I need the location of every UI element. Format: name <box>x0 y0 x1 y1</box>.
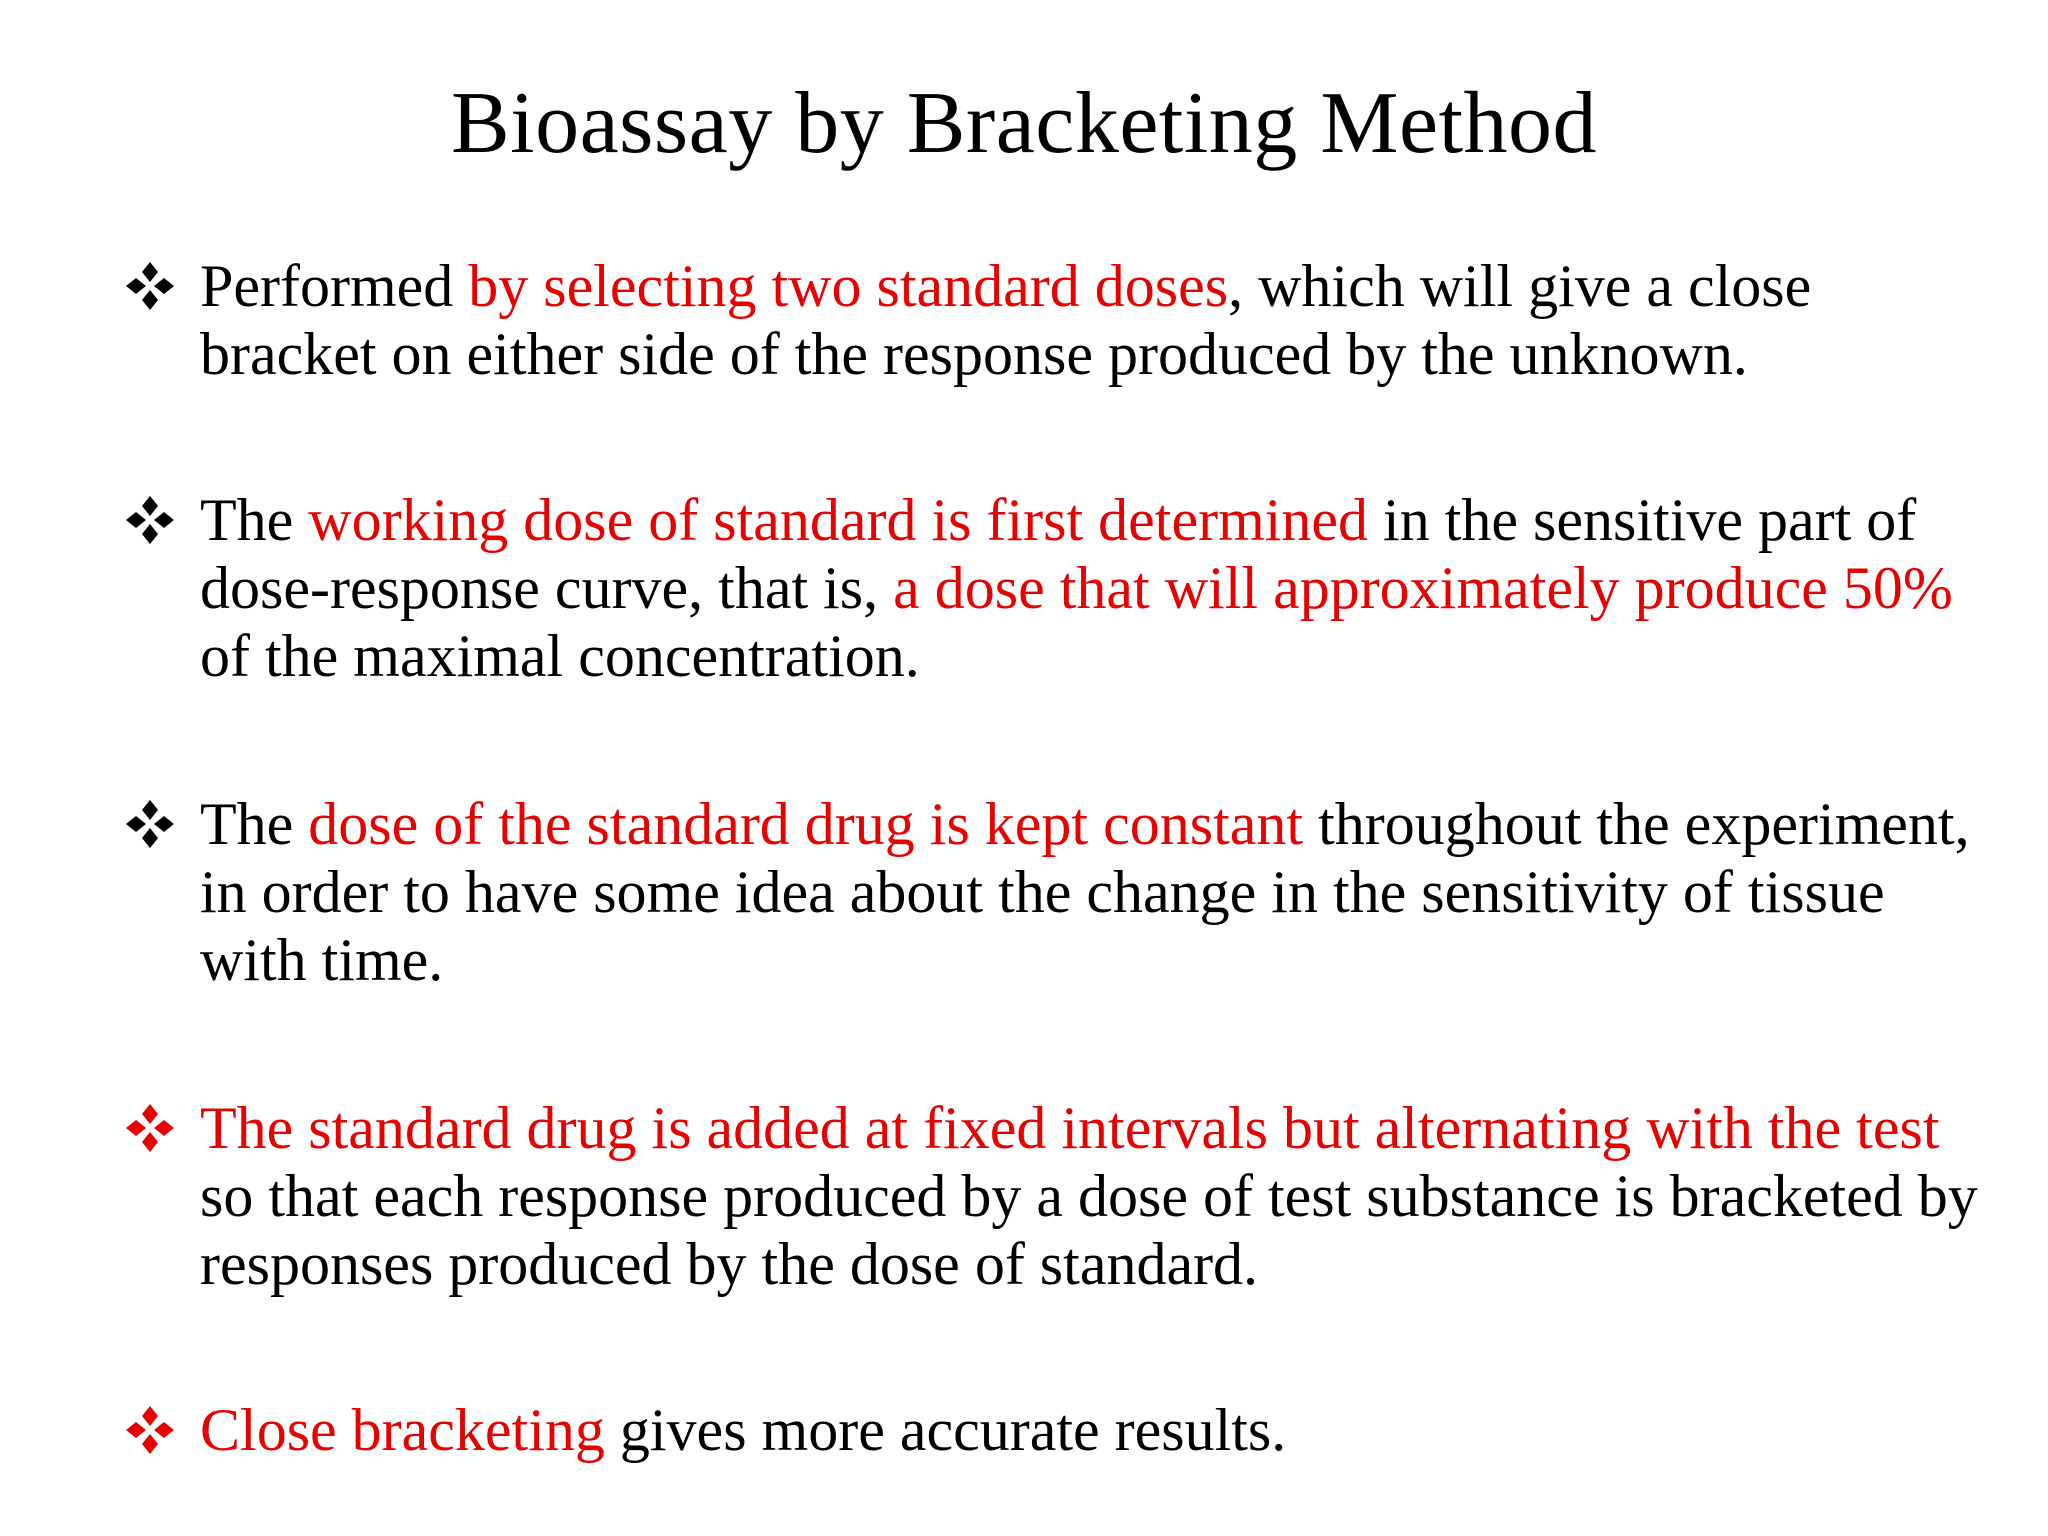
text-segment: throughout the experiment, in order to have some idea about the change in the sensitivity of tissue with time. <box>200 791 1970 993</box>
text-segment: in the sensitive part of dose-response curve, that is, <box>200 487 1917 621</box>
bullet-item-4 <box>200 1094 1980 1298</box>
text-segment: The <box>200 791 309 857</box>
bullet-item-2 <box>200 486 1980 690</box>
diamond-cluster-icon <box>122 492 178 548</box>
diamond-cluster-icon <box>122 258 178 314</box>
highlight-segment: dose of the standard drug is kept constant <box>308 791 1304 857</box>
bullet-text <box>200 253 1811 387</box>
bullet-item-1 <box>200 252 1980 388</box>
bullet-text <box>200 1397 1286 1463</box>
highlight-segment: a dose that will approximately produce 50% <box>893 555 1953 621</box>
bullet-item-5 <box>200 1396 1980 1464</box>
text-segment: gives more accurate results. <box>604 1397 1287 1463</box>
highlight-segment: working dose of standard is first determined <box>308 487 1369 553</box>
diamond-cluster-icon <box>122 1100 178 1156</box>
bullet-text <box>200 487 1953 689</box>
highlight-segment: The standard drug is added at fixed intervals but alternating with the test <box>200 1095 1940 1161</box>
highlight-segment: by selecting two standard doses <box>468 253 1229 319</box>
text-segment: so that each response produced by a dose of test substance is bracketed by responses produced by the dose of standard. <box>200 1163 1978 1297</box>
text-segment: The <box>200 487 309 553</box>
text-segment: Performed <box>200 253 469 319</box>
highlight-segment: Close bracketing <box>200 1397 605 1463</box>
diamond-cluster-icon <box>122 796 178 852</box>
bullet-text <box>200 791 1970 993</box>
text-segment: of the maximal concentration. <box>200 623 920 689</box>
text-segment: , which will give a close bracket on either side of the response produced by the unknown. <box>200 253 1812 387</box>
diamond-cluster-icon <box>122 1402 178 1458</box>
bullet-text <box>200 1095 1978 1297</box>
slide-title: Bioassay by Bracketing Method <box>450 75 1598 172</box>
bullet-item-3 <box>200 790 1980 994</box>
